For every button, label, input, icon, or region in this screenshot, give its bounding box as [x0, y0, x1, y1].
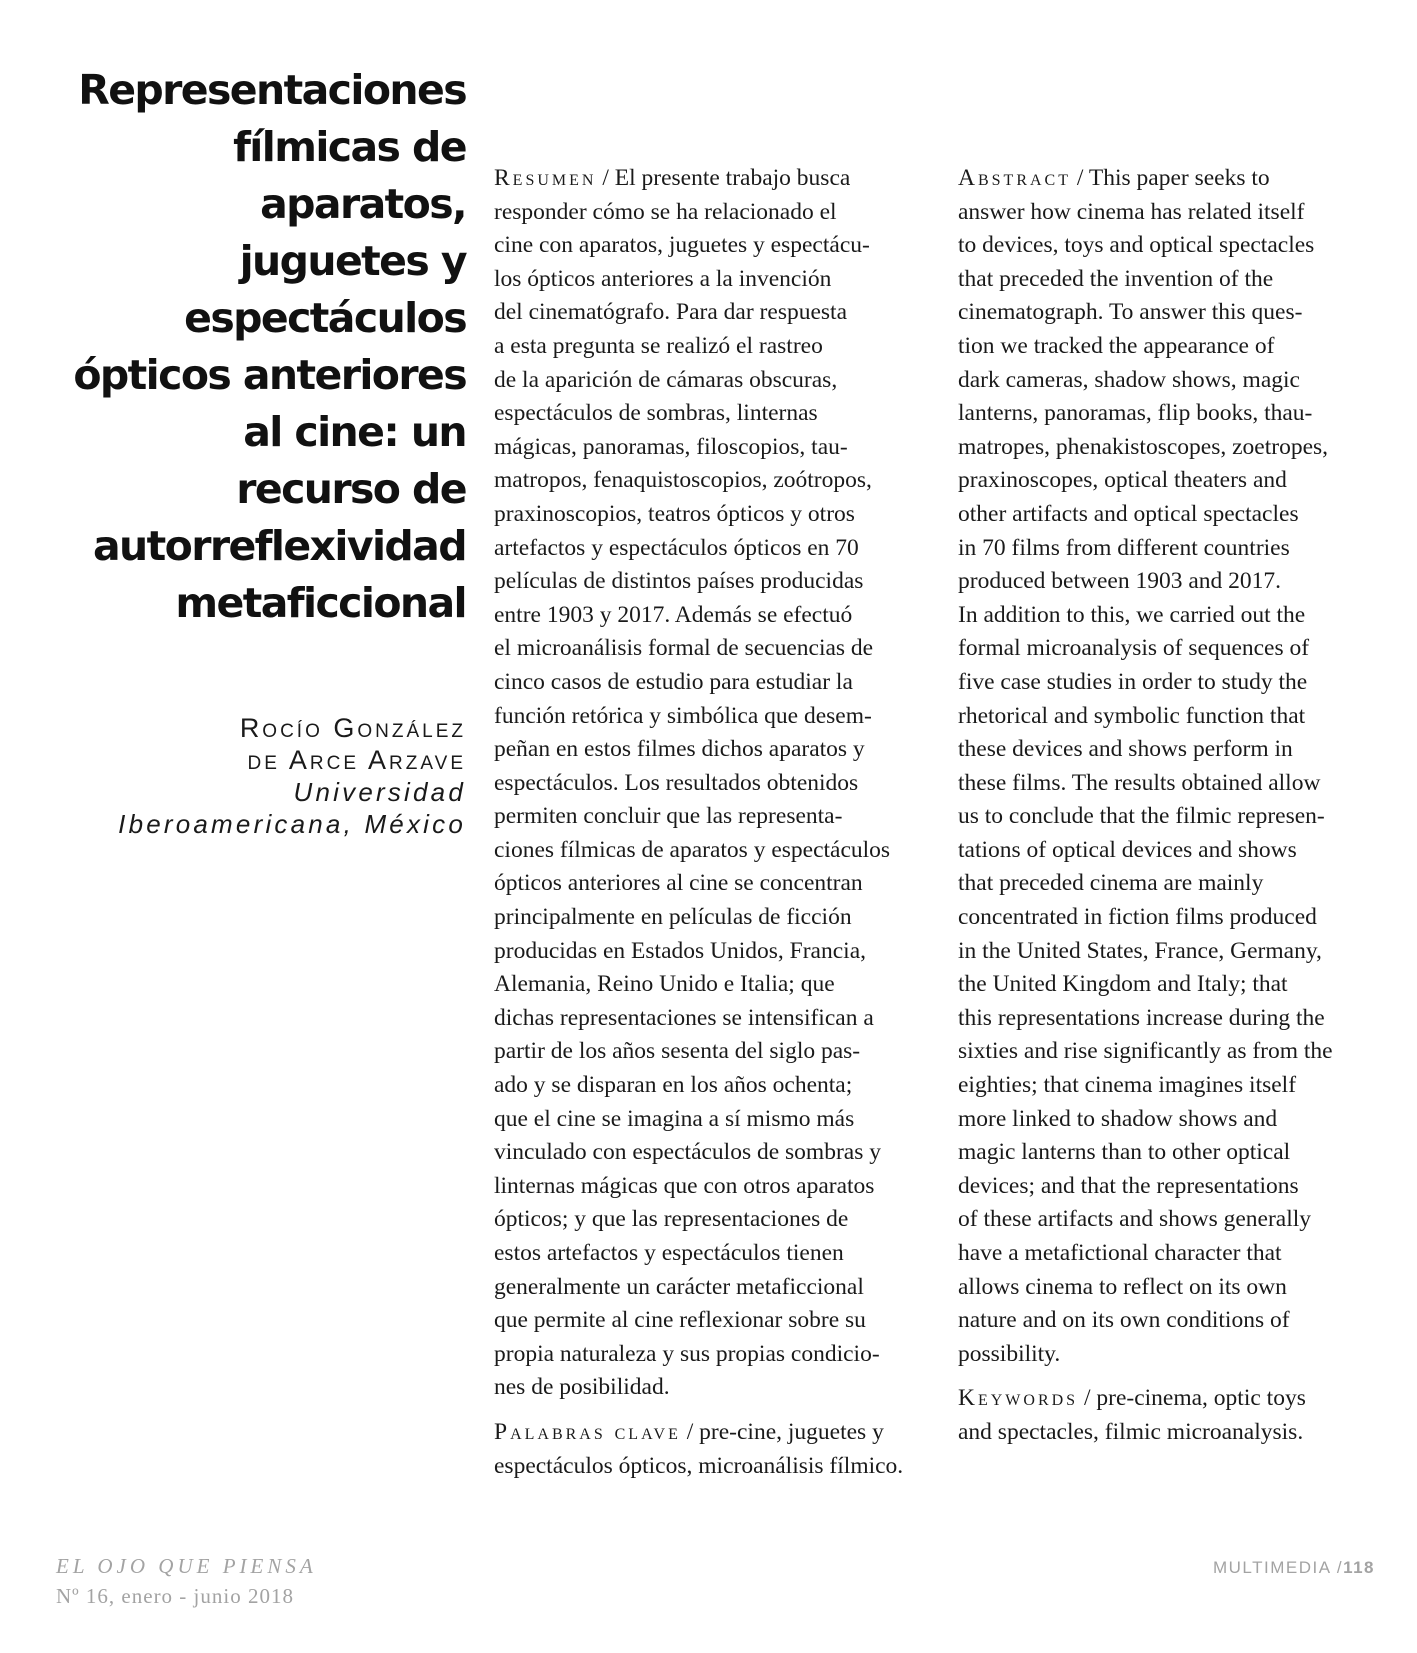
- resumen-line: el microanálisis formal de secuencias de: [494, 635, 874, 662]
- resumen-line: de la aparición de cámaras obscuras,: [494, 366, 838, 393]
- abstract-line: this representations increase during the: [958, 1004, 1325, 1031]
- abstract-line: tations of optical devices and shows: [958, 836, 1297, 863]
- journal-name: EL OJO QUE PIENSA: [56, 1554, 317, 1578]
- palabras-clave-line: [494, 1416, 934, 1450]
- page-footer: [1213, 1558, 1375, 1578]
- resumen-line: Alemania, Reino Unido e Italia; que: [494, 971, 835, 998]
- title-line: al cine: un: [243, 408, 466, 456]
- resumen-line: generalmente un carácter metaficcional: [494, 1273, 864, 1300]
- resumen-line: ciones fílmicas de aparatos y espectáculos: [494, 836, 891, 863]
- abstract-line: sixties and rise significantly as from the: [958, 1038, 1333, 1065]
- abstract-line: these devices and shows perform in: [958, 736, 1293, 763]
- title-line: espectáculos: [184, 294, 466, 342]
- abstract-line: us to conclude that the filmic represen-: [958, 803, 1325, 830]
- abstract-line: allows cinema to reflect on its own: [958, 1273, 1287, 1300]
- resumen-line: nes de posibilidad.: [494, 1374, 670, 1401]
- abstract-line: the United Kingdom and Italy; that: [958, 971, 1288, 998]
- title-line: ópticos anteriores: [73, 351, 466, 399]
- abstract-first-line: / This paper seeks to: [1071, 165, 1270, 191]
- resumen-line: estos artefactos y espectáculos tienen: [494, 1240, 844, 1266]
- resumen-line: artefactos y espectáculos ópticos en 70: [494, 534, 859, 561]
- resumen-line: partir de los años sesenta del siglo pas-: [494, 1038, 861, 1065]
- page-number: 118: [1343, 1558, 1375, 1577]
- abstract-line: lanterns, panoramas, flip books, thau-: [958, 400, 1313, 427]
- abstract-line: matropes, phenakistoscopes, zoetropes,: [958, 433, 1329, 460]
- palabras-clave-label: Palabras clave: [494, 1418, 681, 1445]
- palabras-clave-line: espectáculos ópticos, microanálisis fílmico.: [494, 1452, 904, 1479]
- abstract-column: [958, 162, 1378, 1450]
- resumen-line: espectáculos de sombras, linternas: [494, 400, 818, 427]
- abstract-line: to devices, toys and optical spectacles: [958, 232, 1315, 259]
- abstract-line: of these artifacts and shows generally: [958, 1206, 1312, 1233]
- resumen-line: espectáculos. Los resultados obtenidos: [494, 769, 859, 796]
- author-affiliation: Universidad: [293, 777, 466, 807]
- abstract-line: cinematograph. To answer this ques-: [958, 299, 1303, 326]
- resumen-line: dichas representaciones se intensifican a: [494, 1004, 874, 1031]
- keywords: [958, 1382, 1378, 1449]
- abstract-body: [958, 196, 1378, 1372]
- resumen-line: permiten concluir que las representa-: [494, 803, 843, 830]
- keywords-line: and spectacles, filmic microanalysis.: [958, 1418, 1304, 1445]
- journal-footer: [56, 1551, 317, 1611]
- title-line: autorreflexividad: [92, 522, 466, 570]
- journal-issue: Nº 16, enero - junio 2018: [56, 1584, 294, 1608]
- abstract-line: in 70 films from different countries: [958, 534, 1290, 561]
- abstract-line: tion we tracked the appearance of: [958, 332, 1275, 359]
- article-title: [40, 62, 466, 632]
- title-line: aparatos,: [260, 180, 466, 228]
- resumen-body: [494, 196, 934, 1405]
- resumen-line: principalmente en películas de ficción: [494, 904, 852, 931]
- resumen-line: ópticos anteriores al cine se concentran: [494, 870, 863, 897]
- resumen-line: responder cómo se ha relacionado el: [494, 198, 837, 225]
- abstract-line: other artifacts and optical spectacles: [958, 500, 1299, 527]
- author-name: de Arce Arzave: [247, 745, 466, 775]
- abstract-line: these films. The results obtained allow: [958, 769, 1321, 796]
- palabras-clave: [494, 1416, 934, 1483]
- resumen-line: producidas en Estados Unidos, Francia,: [494, 937, 867, 964]
- abstract-line: nature and on its own conditions of: [958, 1307, 1290, 1334]
- resumen-line: que permite al cine reflexionar sobre su: [494, 1307, 866, 1334]
- abstract-line: devices; and that the representations: [958, 1172, 1299, 1199]
- resumen-line: linternas mágicas que con otros aparatos: [494, 1172, 875, 1199]
- abstract-line: produced between 1903 and 2017.: [958, 568, 1282, 595]
- resumen-line: que el cine se imagina a sí mismo más: [494, 1105, 855, 1132]
- resumen-line: cinco casos de estudio para estudiar la: [494, 668, 853, 695]
- section-name: MULTIMEDIA /: [1212, 1558, 1344, 1577]
- resumen-line: ópticos; y que las representaciones de: [494, 1206, 849, 1233]
- keywords-line: [958, 1382, 1378, 1416]
- resumen-line: matropos, fenaquistoscopios, zoótropos,: [494, 467, 872, 494]
- abstract-line: that preceded the invention of the: [958, 265, 1274, 292]
- title-line: juguetes y: [239, 237, 466, 285]
- resumen-line: del cinematógrafo. Para dar respuesta: [494, 299, 847, 326]
- resumen-line: función retórica y simbólica que desem-: [494, 702, 872, 729]
- abstract-line: [958, 162, 1378, 196]
- abstract-line: in the United States, France, Germany,: [958, 937, 1322, 964]
- author-block: [40, 712, 466, 840]
- abstract-line: more linked to shadow shows and: [958, 1105, 1278, 1132]
- title-line: recurso de: [236, 465, 466, 513]
- abstract-label: Abstract: [958, 165, 1071, 191]
- resumen-column: [494, 162, 934, 1483]
- resumen-line: propia naturaleza y sus propias condicio-: [494, 1340, 880, 1367]
- palabras-clave-terms: / pre-cine, juguetes y: [680, 1418, 884, 1445]
- abstract-line: praxinoscopes, optical theaters and: [958, 467, 1287, 494]
- abstract-line: In addition to this, we carried out the: [958, 601, 1306, 628]
- resumen-line: [494, 162, 934, 196]
- resumen-paragraph: [494, 162, 934, 1405]
- resumen-line: peñan en estos filmes dichos aparatos y: [494, 736, 865, 763]
- keywords-terms: / pre-cinema, optic toys: [1078, 1385, 1306, 1412]
- resumen-line: cine con aparatos, juguetes y espectácu-: [494, 232, 870, 259]
- abstract-paragraph: [958, 162, 1378, 1371]
- title-line: fílmicas de: [233, 123, 466, 171]
- resumen-label: Resumen: [494, 165, 597, 191]
- resumen-line: ado y se disparan en los años ochenta;: [494, 1072, 853, 1099]
- resumen-line: los ópticos anteriores a la invención: [494, 265, 832, 292]
- author-name: Rocío González: [239, 713, 466, 743]
- keywords-label: Keywords: [958, 1385, 1079, 1412]
- resumen-line: entre 1903 y 2017. Además se efectuó: [494, 601, 853, 628]
- abstract-line: possibility.: [958, 1340, 1061, 1367]
- resumen-line: praxinoscopios, teatros ópticos y otros: [494, 500, 855, 527]
- title-line: metaficcional: [175, 579, 466, 627]
- abstract-line: that preceded cinema are mainly: [958, 870, 1264, 897]
- abstract-line: magic lanterns than to other optical: [958, 1139, 1291, 1166]
- abstract-line: concentrated in fiction films produced: [958, 904, 1317, 931]
- resumen-line: mágicas, panoramas, filoscopios, tau-: [494, 433, 848, 460]
- resumen-line: vinculado con espectáculos de sombras y: [494, 1139, 881, 1166]
- abstract-line: have a metafictional character that: [958, 1240, 1282, 1266]
- abstract-line: five case studies in order to study the: [958, 668, 1308, 695]
- resumen-line: a esta pregunta se realizó el rastreo: [494, 332, 823, 359]
- abstract-line: dark cameras, shadow shows, magic: [958, 366, 1300, 393]
- abstract-line: rhetorical and symbolic function that: [958, 702, 1306, 729]
- abstract-line: eighties; that cinema imagines itself: [958, 1072, 1297, 1099]
- resumen-line: películas de distintos países producidas: [494, 568, 864, 595]
- abstract-line: answer how cinema has related itself: [958, 198, 1305, 225]
- abstract-line: formal microanalysis of sequences of: [958, 635, 1310, 662]
- resumen-first-line: / El presente trabajo busca: [596, 165, 851, 191]
- author-affiliation: Iberoamericana, México: [118, 809, 466, 839]
- title-line: Representaciones: [78, 66, 466, 114]
